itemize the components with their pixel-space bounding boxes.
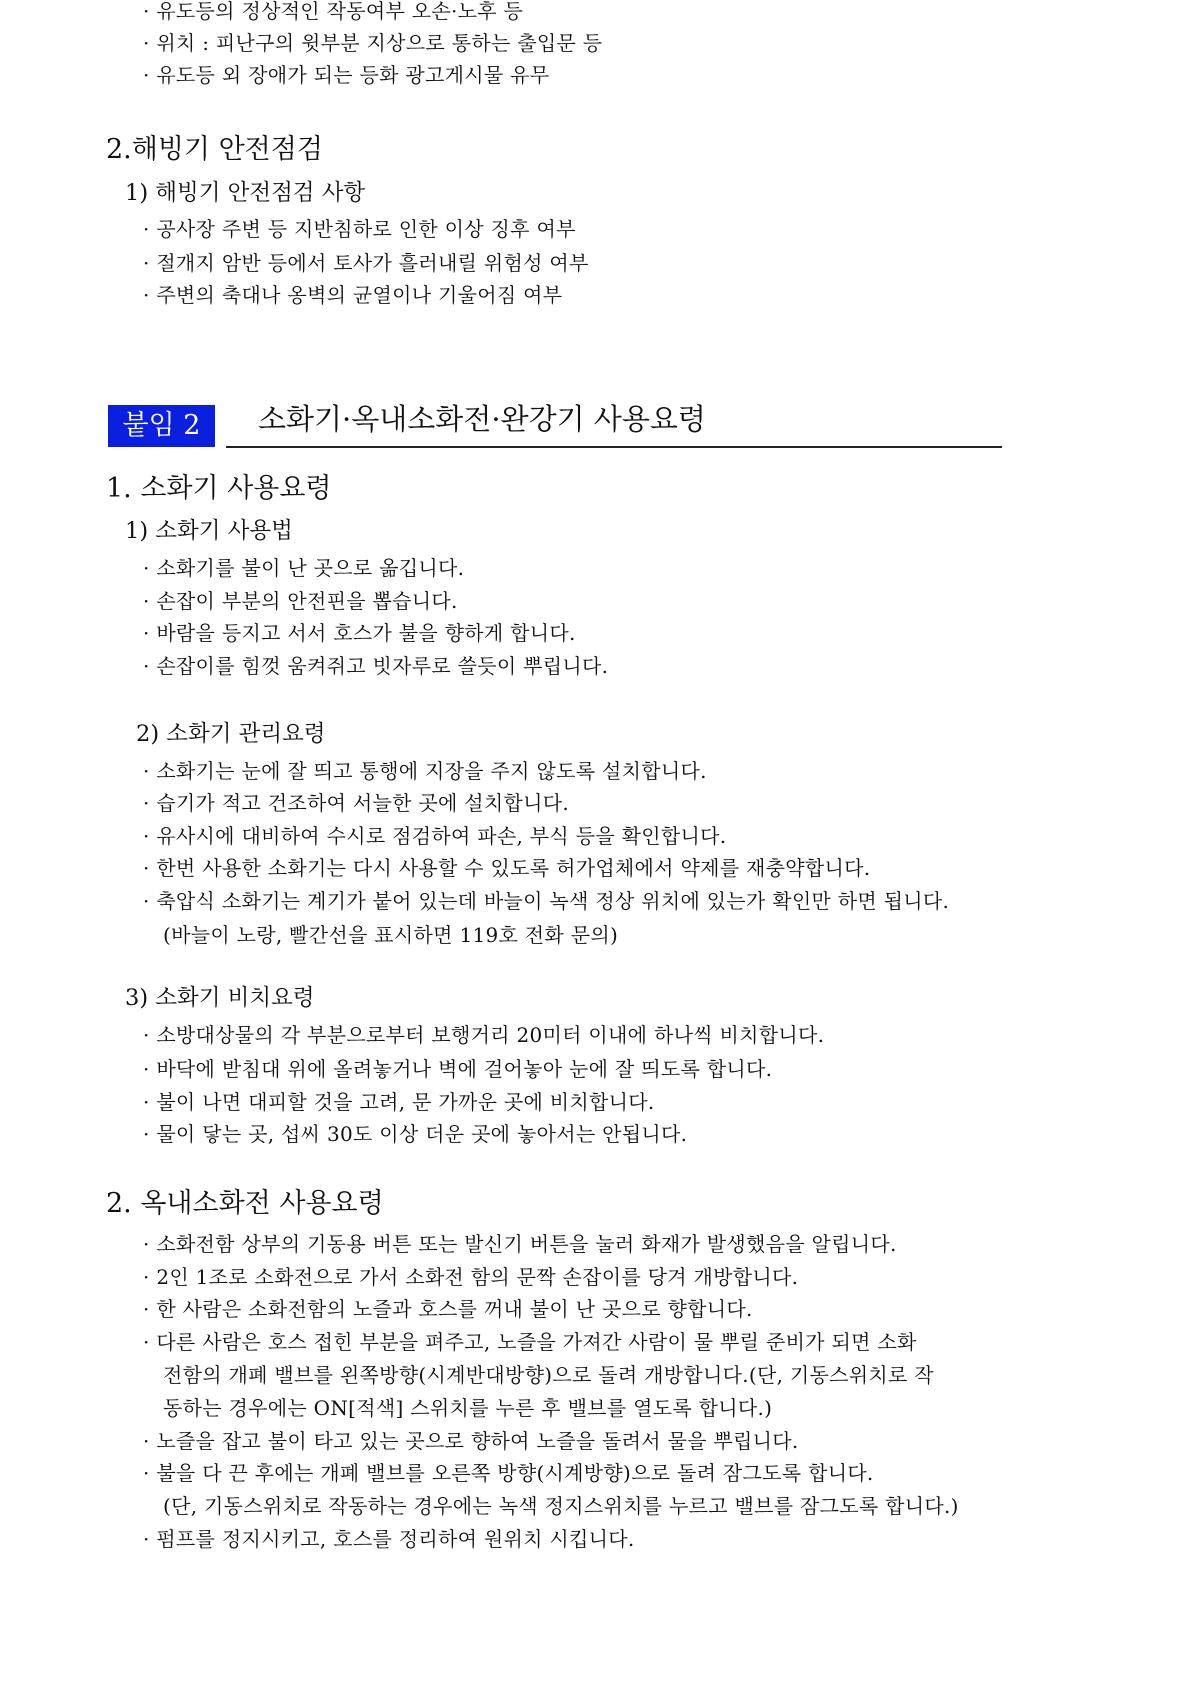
list-item: · 불이 나면 대피할 것을 고려, 문 가까운 곳에 비치합니다. <box>143 1090 655 1114</box>
title-underline <box>226 446 1002 448</box>
list-item: · 한번 사용한 소화기는 다시 사용할 수 있도록 허가업체에서 약제를 재충약합니다. <box>143 856 871 880</box>
list-item: · 습기가 적고 건조하여 서늘한 곳에 설치합니다. <box>143 791 570 815</box>
list-item: · 손잡이 부분의 안전핀을 뽑습니다. <box>143 589 458 613</box>
list-item-note: (바늘이 노랑, 빨간선을 표시하면 119호 전화 문의) <box>163 923 619 947</box>
section-heading-hydrant: 2. 옥내소화전 사용요령 <box>106 1188 384 1219</box>
list-item: · 노즐을 잡고 불이 타고 있는 곳으로 향하여 노즐을 돌려서 물을 뿌립니다. <box>143 1429 799 1453</box>
list-item-continuation: (단, 기동스위치로 작동하는 경우에는 녹색 정지스위치를 누르고 밸브를 잠그도록 합니다.) <box>163 1494 959 1518</box>
list-item: · 바닥에 받침대 위에 올려놓거나 벽에 걸어놓아 눈에 잘 띄도록 합니다. <box>143 1057 773 1081</box>
list-item-continuation: 전함의 개폐 밸브를 왼쪽방향(시계반대방향)으로 돌려 개방합니다.(단, 기동스위치로 작 <box>163 1363 934 1387</box>
list-item: · 유사시에 대비하여 수시로 점검하여 파손, 부식 등을 확인합니다. <box>143 824 727 848</box>
list-item: · 손잡이를 힘껏 움켜쥐고 빗자루로 쓸듯이 뿌립니다. <box>143 654 609 678</box>
section-heading-extinguisher: 1. 소화기 사용요령 <box>106 473 332 504</box>
subsection-heading: 2) 소화기 관리요령 <box>136 721 326 747</box>
list-item: · 소화전함 상부의 기동용 버튼 또는 발신기 버튼을 눌러 화재가 발생했음을 알립니다. <box>143 1232 897 1256</box>
list-item: · 소화기는 눈에 잘 띄고 통행에 지장을 주지 않도록 설치합니다. <box>143 759 707 783</box>
list-item: · 절개지 암반 등에서 토사가 흘러내릴 위험성 여부 <box>143 251 589 275</box>
attachment-title: 소화기·옥내소화전·완강기 사용요령 <box>258 402 706 436</box>
subsection-heading: 1) 해빙기 안전점검 사항 <box>125 180 366 206</box>
list-item: · 소화기를 불이 난 곳으로 옮깁니다. <box>143 556 465 580</box>
subsection-heading: 3) 소화기 비치요령 <box>125 985 315 1011</box>
list-item: · 유도등 외 장애가 되는 등화 광고게시물 유무 <box>143 63 550 87</box>
list-item: · 펌프를 정지시키고, 호스를 정리하여 원위치 시킵니다. <box>143 1527 635 1551</box>
list-item: · 한 사람은 소화전함의 노즐과 호스를 꺼내 불이 난 곳으로 향합니다. <box>143 1297 753 1321</box>
list-item: · 2인 1조로 소화전으로 가서 소화전 함의 문짝 손잡이를 당겨 개방합니다. <box>143 1265 799 1289</box>
list-item: · 축압식 소화기는 계기가 붙어 있는데 바늘이 녹색 정상 위치에 있는가 확인만 하면 됩니다. <box>143 889 950 913</box>
list-item: · 다른 사람은 호스 접힌 부분을 펴주고, 노즐을 가져간 사람이 물 뿌릴 준비가 되면 소화 <box>143 1330 917 1354</box>
list-item: · 위치 : 피난구의 윗부분 지상으로 통하는 출입문 등 <box>143 31 603 55</box>
list-item: · 불을 다 끈 후에는 개폐 밸브를 오른쪽 방향(시계방향)으로 돌려 잠그도록 합니다. <box>143 1461 874 1485</box>
section-heading-thaw: 2.해빙기 안전점검 <box>106 134 323 165</box>
list-item: · 바람을 등지고 서서 호스가 불을 향하게 합니다. <box>143 621 576 645</box>
list-item: · 공사장 주변 등 지반침하로 인한 이상 징후 여부 <box>143 217 576 241</box>
list-item: · 유도등의 정상적인 작동여부 오손·노후 등 <box>143 0 524 23</box>
list-item: · 소방대상물의 각 부분으로부터 보행거리 20미터 이내에 하나씩 비치합니다. <box>143 1023 825 1047</box>
subsection-heading: 1) 소화기 사용법 <box>125 518 293 544</box>
attachment-badge: 붙임 2 <box>108 405 215 447</box>
list-item: · 주변의 축대나 옹벽의 균열이나 기울어짐 여부 <box>143 283 563 307</box>
list-item-continuation: 동하는 경우에는 ON[적색] 스위치를 누른 후 밸브를 열도록 합니다.) <box>163 1396 773 1420</box>
list-item: · 물이 닿는 곳, 섭씨 30도 이상 더운 곳에 놓아서는 안됩니다. <box>143 1122 688 1146</box>
